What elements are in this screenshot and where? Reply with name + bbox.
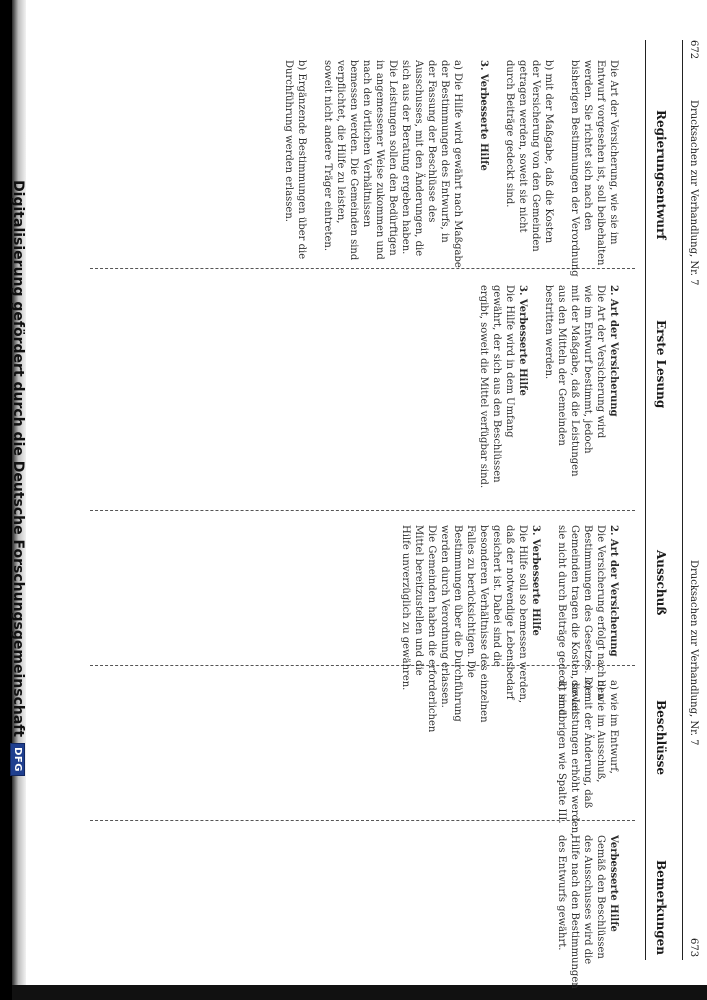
col1-line: Durchführung werden erlassen.	[283, 60, 294, 222]
column-head-1: Regierungsentwurf	[654, 110, 668, 240]
col2-line: gewährt, der sich aus den Beschlüssen	[491, 285, 502, 483]
column-2-text	[477, 285, 620, 488]
col1-line: Die Art der Versicherung, wie sie im	[608, 60, 619, 245]
col2-line	[529, 285, 542, 488]
col3-line: 3. Verbesserte Hilfe	[530, 525, 541, 636]
col2-line: aus den Mitteln der Gemeinden	[556, 285, 567, 446]
col2-line: 2. Art der Versicherung	[608, 285, 619, 417]
col1-line	[308, 60, 321, 277]
col1-line: werden. Sie richtet sich nach den	[582, 60, 593, 231]
col1-line: verpflichtet, die Hilfe zu leisten,	[335, 60, 346, 224]
col1-line: nach den örtlichen Verhältnissen	[361, 60, 372, 228]
col1-line: b) mit der Maßgabe, daß die Kosten	[543, 60, 554, 244]
col1-line	[464, 60, 477, 277]
col1-line: der Fassung der Beschlüsse des	[426, 60, 437, 223]
col2-line: mit der Maßgabe, daß die Leistungen	[569, 285, 580, 477]
header-rule	[682, 40, 683, 960]
column-4-text	[555, 680, 620, 836]
column-head-2: Erste Lesung	[654, 320, 668, 409]
col1-line: bemessen werden. Die Gemeinden sind	[348, 60, 359, 261]
column-separator-4	[90, 820, 635, 821]
sponsor-note	[8, 3, 28, 953]
col3-line: Die Versicherung erfolgt nach den	[595, 525, 606, 700]
col3-line: besonderen Verhältnisse des einzelnen	[478, 525, 489, 723]
col4-line: d) im übrigen wie Spalte III.	[556, 680, 567, 824]
col5-line: Hilfe nach den Bestimmungen	[569, 835, 580, 989]
col3-line: werden durch Verordnung erlassen.	[439, 525, 450, 708]
col1-line: bisherigen Bestimmungen der Verordnung	[569, 60, 580, 277]
col1-line: b) Ergänzende Bestimmungen über die	[296, 60, 307, 260]
page-number-left: 672	[688, 40, 699, 60]
col2-line: bestritten werden.	[543, 285, 554, 380]
col1-line	[555, 60, 568, 277]
col4-line: die Leistungen erhöht werden,	[569, 680, 580, 837]
col2-line: Die Hilfe wird in dem Umfang	[504, 285, 515, 438]
col3-line: Gemeinden tragen die Kosten, soweit	[569, 525, 580, 716]
col1-line: getragen werden, soweit sie nicht	[517, 60, 528, 233]
col3-line: Bestimmungen des Gesetzes. Die	[582, 525, 593, 694]
dfg-logo: DFG	[11, 743, 26, 776]
col3-line: sie nicht durch Beiträge gedeckt sind.	[556, 525, 567, 719]
page-number-right: 673	[688, 938, 699, 958]
col3-line: Die Gemeinden haben die erforderlichen	[426, 525, 437, 733]
col1-line: Die Leistungen sollen den Bedürftigen	[387, 60, 398, 256]
column-head-rule	[645, 40, 646, 960]
col3-line: Falles zu berücksichtigen. Die	[465, 525, 476, 678]
col1-line	[490, 60, 503, 277]
col4-line: b) wie im Ausschuß,	[595, 680, 606, 783]
col2-line: Die Art der Versicherung wird	[595, 285, 606, 439]
col2-line: 3. Verbesserte Hilfe	[517, 285, 528, 396]
col3-line: gesichert ist. Dabei sind die	[491, 525, 502, 667]
col2-line: wie im Entwurf bestimmt, jedoch	[582, 285, 593, 454]
col3-line	[542, 525, 555, 732]
col5-line: Verbesserte Hilfe	[608, 835, 619, 932]
col2-line: ergibt, soweit die Mittel verfügbar sind.	[478, 285, 489, 489]
col5-line: des Ausschusses wird die	[582, 835, 593, 965]
col1-line: sich aus der Beratung ergeben haben.	[400, 60, 411, 255]
col1-line: 3. Verbesserte Hilfe	[478, 60, 489, 171]
column-head-5: Bemerkungen	[654, 860, 668, 955]
col3-line: 2. Art der Versicherung	[608, 525, 619, 657]
running-header-left: Drucksachen zur Verhandlung, Nr. 7	[688, 100, 699, 286]
col1-line: soweit nicht andere Träger eintreten.	[322, 60, 333, 252]
col1-line: a) Die Hilfe wird gewährt nach Maßgabe	[452, 60, 463, 268]
column-5-text	[555, 835, 620, 989]
col3-line: Hilfe unverzüglich zu gewähren.	[400, 525, 411, 691]
col3-line: Bestimmungen über die Durchführung	[452, 525, 463, 722]
col4-line: c) mit der Änderung, daß	[582, 680, 593, 809]
col3-line: Die Hilfe soll so bemessen werden,	[517, 525, 528, 704]
column-head-4: Beschlüsse	[654, 700, 668, 775]
col5-line: Gemäß den Beschlüssen	[595, 835, 606, 959]
col3-line: Mittel bereitzustellen und die	[413, 525, 424, 676]
column-separator-2	[90, 510, 635, 511]
col1-line: Entwurf vorgesehen ist, soll beibehalten	[595, 60, 606, 266]
sponsor-text: Digitalisierung gefördert durch die Deutsche Forschungsgemeinschaft	[10, 180, 26, 738]
col4-line: a) wie im Entwurf,	[608, 680, 619, 774]
column-head-3: Ausschuß	[654, 550, 668, 616]
col3-line: daß der notwendige Lebensbedarf	[504, 525, 515, 700]
col1-line: in angemessener Weise zukommen und	[374, 60, 385, 260]
col1-line: Ausschusses, mit den Änderungen, die	[413, 60, 424, 257]
col1-line: der Bestimmungen des Entwurfs, in	[439, 60, 450, 243]
col5-line: des Entwurfs gewährt.	[556, 835, 567, 951]
column-1-text	[282, 60, 620, 277]
col1-line: der Versicherung von den Gemeinden	[530, 60, 541, 252]
running-header-right: Drucksachen zur Verhandlung, Nr. 7	[688, 560, 699, 746]
col1-line: durch Beiträge gedeckt sind.	[504, 60, 515, 208]
